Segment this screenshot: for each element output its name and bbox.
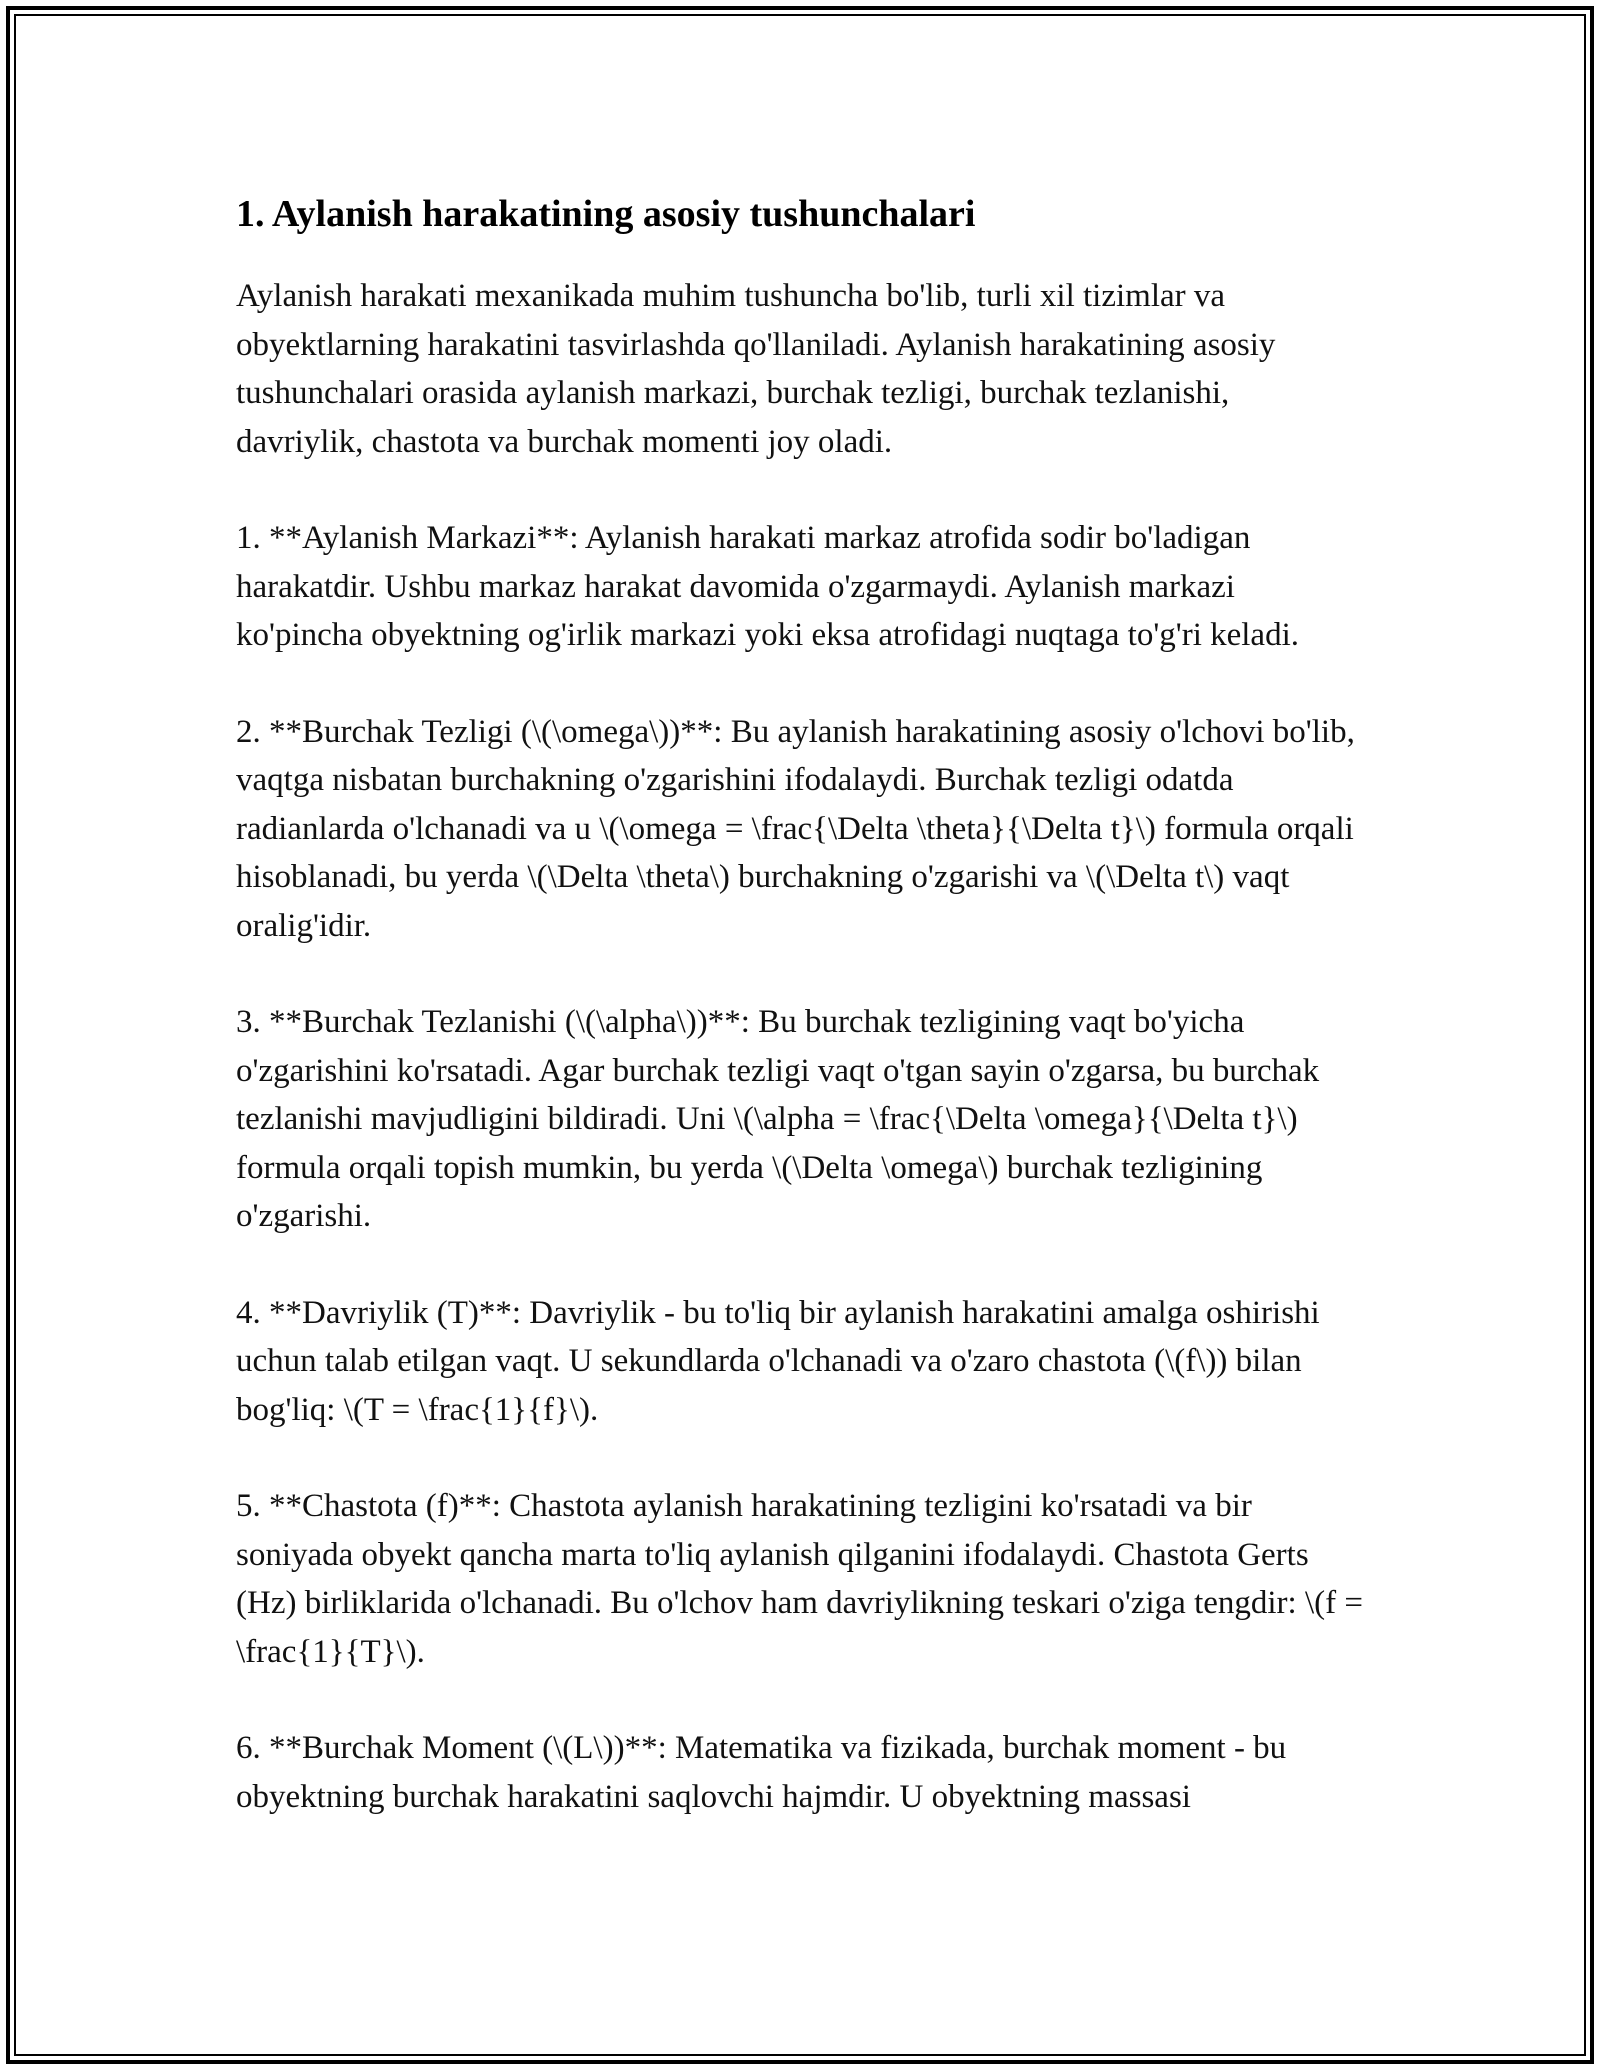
paragraph-angular-momentum: 6. **Burchak Moment (\(L\))**: Matematika va fizikada, burchak moment - bu obyektning burchak harakatini saqlovchi hajmdir. U obyektning massasi (236, 1730, 1287, 1815)
paragraph-frequency: 5. **Chastota (f)**: Chastota aylanish harakatining tezligini ko'rsatadi va bir soniyada obyekt qancha marta to'liq aylanish qilganini ifodalaydi. Chastota Gerts (Hz) birliklarida o'lchanadi. Bu o'lchov ham davriylikning teskari o'ziga tengdir: \(f = \frac{1}{T}\). (236, 1488, 1363, 1670)
paragraph-rotation-center: 1. **Aylanish Markazi**: Aylanish harakati markaz atrofida sodir bo'ladigan harakatdir. Ushbu markaz harakat davomida o'zgarmaydi. Aylanish markazi ko'pincha obyektning og'irlik markazi yoki eksa atrofidagi nuqtaga to'g'ri keladi. (236, 520, 1299, 653)
section-heading: 1. Aylanish harakatining asosiy tushunchalari (236, 193, 976, 235)
paragraph-angular-acceleration: 3. **Burchak Tezlanishi (\(\alpha\))**: Bu burchak tezligining vaqt bo'yicha o'zgarishini ko'rsatadi. Agar burchak tezligi vaqt o'tgan sayin o'zgarsa, bu burchak tezlanishi mavjudligini bildiradi. Uni \(\alpha = \frac{\Delta \omega}{\Delta t}\) formula orqali topish mumkin, bu yerda \(\Delta \omega\) burchak tezligining o'zgarishi. (236, 1004, 1320, 1234)
paragraph-period: 4. **Davriylik (T)**: Davriylik - bu to'liq bir aylanish harakatini amalga oshirishi uchun talab etilgan vaqt. U sekundlarda o'lchanadi va o'zaro chastota (\(f\)) bilan bog'liq: \(T = \frac{1}{f}\). (236, 1294, 1320, 1428)
document-body (236, 186, 1364, 1869)
intro-paragraph: Aylanish harakati mexanikada muhim tushuncha bo'lib, turli xil tizimlar va obyektlarning harakatini tasvirlashda qo'llaniladi. Aylanish harakatining asosiy tushunchalari orasida aylanish markazi, burchak tezligi, burchak tezlanishi, davriylik, chastota va burchak momenti joy oladi. (236, 278, 1276, 460)
paragraph-angular-velocity: 2. **Burchak Tezligi (\(\omega\))**: Bu aylanish harakatining asosiy o'lchovi bo'lib, vaqtga nisbatan burchakning o'zgarishini ifodalaydi. Burchak tezligi odatda radianlarda o'lchanadi va u \(\omega = \frac{\Delta \theta}{\Delta t}\) formula orqali hisoblanadi, bu yerda \(\Delta \theta\) burchakning o'zgarishi va \(\Delta t\) vaqt oralig'idir. (236, 713, 1355, 944)
